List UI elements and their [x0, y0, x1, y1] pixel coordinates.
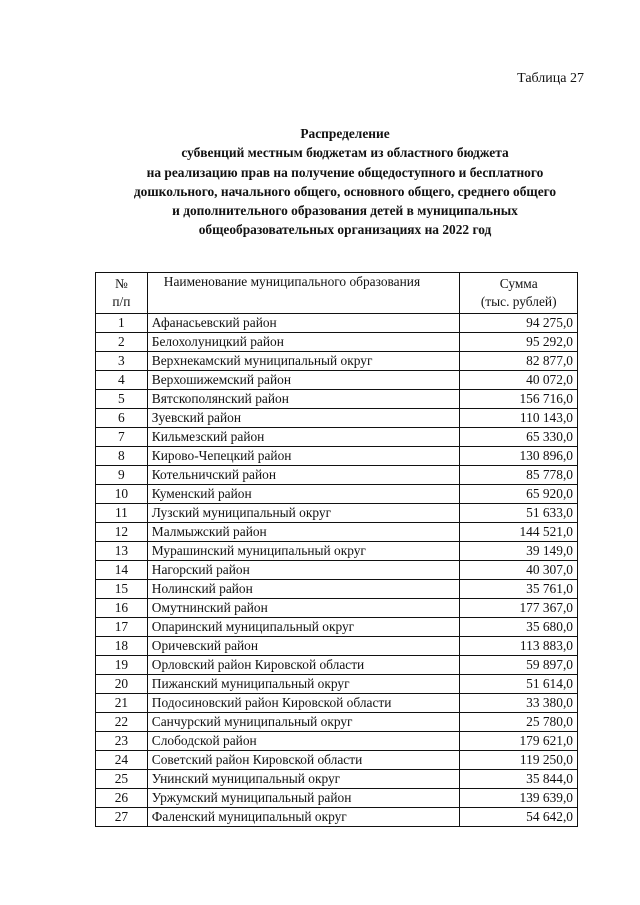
table-row [96, 333, 578, 352]
row-number: 2 [96, 333, 148, 352]
header-name-label: Наименование муниципального образования [163, 274, 421, 289]
table-row [96, 732, 578, 751]
table-row [96, 580, 578, 599]
municipality-name: Омутнинский район [147, 599, 460, 618]
subvention-amount: 39 149,0 [460, 542, 578, 561]
row-number: 18 [96, 637, 148, 656]
municipality-name: Подосиновский район Кировской области [147, 694, 460, 713]
table-row [96, 504, 578, 523]
subvention-amount: 179 621,0 [460, 732, 578, 751]
municipality-name: Опаринский муниципальный округ [147, 618, 460, 637]
subvention-amount: 119 250,0 [460, 751, 578, 770]
municipality-name: Лузский муниципальный округ [147, 504, 460, 523]
row-number: 12 [96, 523, 148, 542]
table-row [96, 523, 578, 542]
subvention-amount: 82 877,0 [460, 352, 578, 371]
municipality-name: Малмыжский район [147, 523, 460, 542]
subvention-amount: 51 614,0 [460, 675, 578, 694]
row-number: 25 [96, 770, 148, 789]
municipality-name: Нолинский район [147, 580, 460, 599]
municipality-name: Нагорский район [147, 561, 460, 580]
subvention-amount: 59 897,0 [460, 656, 578, 675]
table-row [96, 808, 578, 827]
table-row [96, 542, 578, 561]
row-number: 16 [96, 599, 148, 618]
row-number: 20 [96, 675, 148, 694]
table-header-row [96, 273, 578, 314]
header-number-line1: № [115, 276, 128, 291]
row-number: 1 [96, 314, 148, 333]
title-line: Распределение [300, 126, 390, 141]
header-number [96, 273, 148, 314]
row-number: 14 [96, 561, 148, 580]
subvention-amount: 156 716,0 [460, 390, 578, 409]
table-row [96, 656, 578, 675]
row-number: 21 [96, 694, 148, 713]
table-row [96, 751, 578, 770]
row-number: 10 [96, 485, 148, 504]
subvention-amount: 144 521,0 [460, 523, 578, 542]
subvention-amount: 177 367,0 [460, 599, 578, 618]
table-row [96, 637, 578, 656]
subvention-amount: 51 633,0 [460, 504, 578, 523]
municipality-name: Вятскополянский район [147, 390, 460, 409]
subvention-amount: 65 330,0 [460, 428, 578, 447]
row-number: 17 [96, 618, 148, 637]
table-row [96, 675, 578, 694]
row-number: 27 [96, 808, 148, 827]
table-row [96, 789, 578, 808]
title-line: субвенций местным бюджетам из областного бюджета [181, 145, 509, 161]
subvention-amount: 139 639,0 [460, 789, 578, 808]
header-number-line2: п/п [112, 294, 131, 309]
header-name [147, 273, 460, 314]
subvention-amount: 40 072,0 [460, 371, 578, 390]
municipality-name: Санчурский муниципальный округ [147, 713, 460, 732]
row-number: 24 [96, 751, 148, 770]
municipality-name: Куменский район [147, 485, 460, 504]
municipality-name: Слободской район [147, 732, 460, 751]
municipality-name: Орловский район Кировской области [147, 656, 460, 675]
row-number: 15 [96, 580, 148, 599]
row-number: 3 [96, 352, 148, 371]
table-row [96, 485, 578, 504]
title-line: дошкольного, начального общего, основного общего, среднего общего [133, 183, 557, 199]
municipality-name: Котельничский район [147, 466, 460, 485]
subvention-amount: 94 275,0 [460, 314, 578, 333]
municipality-name: Советский район Кировской области [147, 751, 460, 770]
table-body [96, 314, 578, 827]
header-sum [460, 273, 578, 314]
subvention-amount: 35 761,0 [460, 580, 578, 599]
title-line: общеобразовательных организациях на 2022 год [198, 222, 492, 238]
municipality-name: Зуевский район [147, 409, 460, 428]
subvention-amount: 35 844,0 [460, 770, 578, 789]
row-number: 13 [96, 542, 148, 561]
table-row [96, 694, 578, 713]
municipality-name: Кирово-Чепецкий район [147, 447, 460, 466]
table-row [96, 390, 578, 409]
municipality-name: Афанасьевский район [147, 314, 460, 333]
municipality-name: Верхошижемский район [147, 371, 460, 390]
row-number: 22 [96, 713, 148, 732]
row-number: 19 [96, 656, 148, 675]
municipality-name: Унинский муниципальный округ [147, 770, 460, 789]
table-row [96, 713, 578, 732]
row-number: 26 [96, 789, 148, 808]
municipality-name: Пижанский муниципальный округ [147, 675, 460, 694]
table-row [96, 770, 578, 789]
table-row [96, 561, 578, 580]
table-number: Таблица 27 [517, 71, 584, 86]
subvention-amount: 65 920,0 [460, 485, 578, 504]
row-number: 5 [96, 390, 148, 409]
subvention-amount: 110 143,0 [460, 409, 578, 428]
row-number: 8 [96, 447, 148, 466]
table-row [96, 352, 578, 371]
municipality-name: Уржумский муниципальный район [147, 789, 460, 808]
table-row [96, 314, 578, 333]
row-number: 7 [96, 428, 148, 447]
header-sum-line2: (тыс. рублей) [480, 294, 557, 309]
row-number: 4 [96, 371, 148, 390]
table-row [96, 466, 578, 485]
subvention-amount: 54 642,0 [460, 808, 578, 827]
header-sum-line1: Сумма [499, 276, 538, 291]
distribution-table [95, 272, 578, 827]
title-line: и дополнительного образования детей в муниципальных [172, 203, 518, 219]
row-number: 9 [96, 466, 148, 485]
table-row [96, 371, 578, 390]
table-row [96, 447, 578, 466]
municipality-name: Верхнекамский муниципальный округ [147, 352, 460, 371]
subvention-amount: 113 883,0 [460, 637, 578, 656]
table-row [96, 618, 578, 637]
municipality-name: Фаленский муниципальный округ [147, 808, 460, 827]
subvention-amount: 35 680,0 [460, 618, 578, 637]
municipality-name: Оричевский район [147, 637, 460, 656]
subvention-amount: 85 778,0 [460, 466, 578, 485]
municipality-name: Белохолуницкий район [147, 333, 460, 352]
municipality-name: Кильмезский район [147, 428, 460, 447]
title-line: на реализацию прав на получение общедоступного и бесплатного [146, 164, 544, 180]
municipality-name: Мурашинский муниципальный округ [147, 542, 460, 561]
row-number: 23 [96, 732, 148, 751]
row-number: 6 [96, 409, 148, 428]
subvention-amount: 25 780,0 [460, 713, 578, 732]
subvention-amount: 40 307,0 [460, 561, 578, 580]
table-row [96, 428, 578, 447]
subvention-amount: 95 292,0 [460, 333, 578, 352]
subvention-amount: 130 896,0 [460, 447, 578, 466]
subvention-amount: 33 380,0 [460, 694, 578, 713]
table-row [96, 409, 578, 428]
table-row [96, 599, 578, 618]
document-title [40, 124, 640, 240]
row-number: 11 [96, 504, 148, 523]
